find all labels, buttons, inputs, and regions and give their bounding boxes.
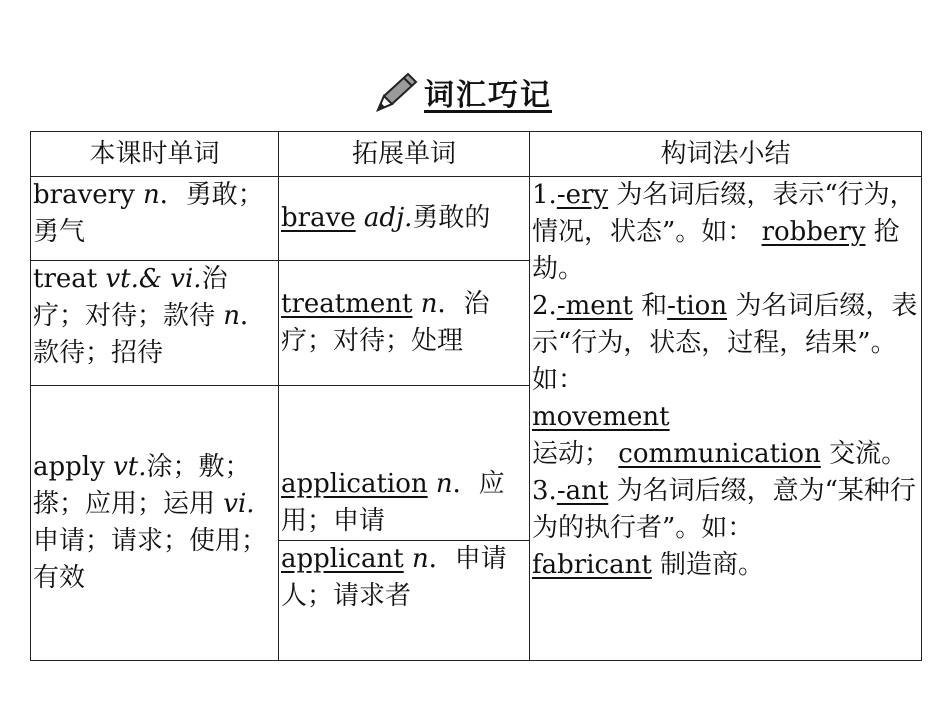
word-cell: apply vt.涂；敷；搽；应用；运用 vi.申请；请求；使用；有效 (31, 386, 279, 661)
extended-word-cell: brave adj.勇敢的 (279, 177, 530, 261)
extended-word-cell: applicant n．申请人；请求者 (279, 541, 530, 661)
word-cell: bravery n．勇敢；勇气 (31, 177, 279, 261)
summary-point-2: 2.-ment 和-tion 为名词后缀，表示“行为，状态，过程，结果”。如： movement 运动； communication 交流。 (532, 291, 918, 469)
column-header: 构词法小结 (530, 132, 922, 177)
word-formation-summary (530, 177, 922, 661)
column-header: 本课时单词 (31, 132, 279, 177)
table-header-row (31, 132, 922, 177)
section-heading (372, 70, 552, 114)
word-cell: treat vt.& vi.治疗；对待；款待 n．款待；招待 (31, 261, 279, 386)
vocab-table (30, 131, 922, 661)
summary-point-3: 3.-ant 为名词后缀，意为“某种行为的执行者”。如： fabricant 制造商。 (532, 476, 916, 580)
column-header: 拓展单词 (279, 132, 530, 177)
extended-word-cell: application n．应用；申请 (279, 386, 530, 541)
pencil-icon (372, 70, 420, 114)
extended-word-cell: treatment n．治疗；对待；处理 (279, 261, 530, 386)
table-row (31, 177, 922, 261)
summary-point-1: 1.-ery 为名词后缀，表示“行为，情况，状态”。如： robbery 抢劫。 (532, 180, 916, 284)
section-title: 词汇巧记 (424, 78, 552, 113)
